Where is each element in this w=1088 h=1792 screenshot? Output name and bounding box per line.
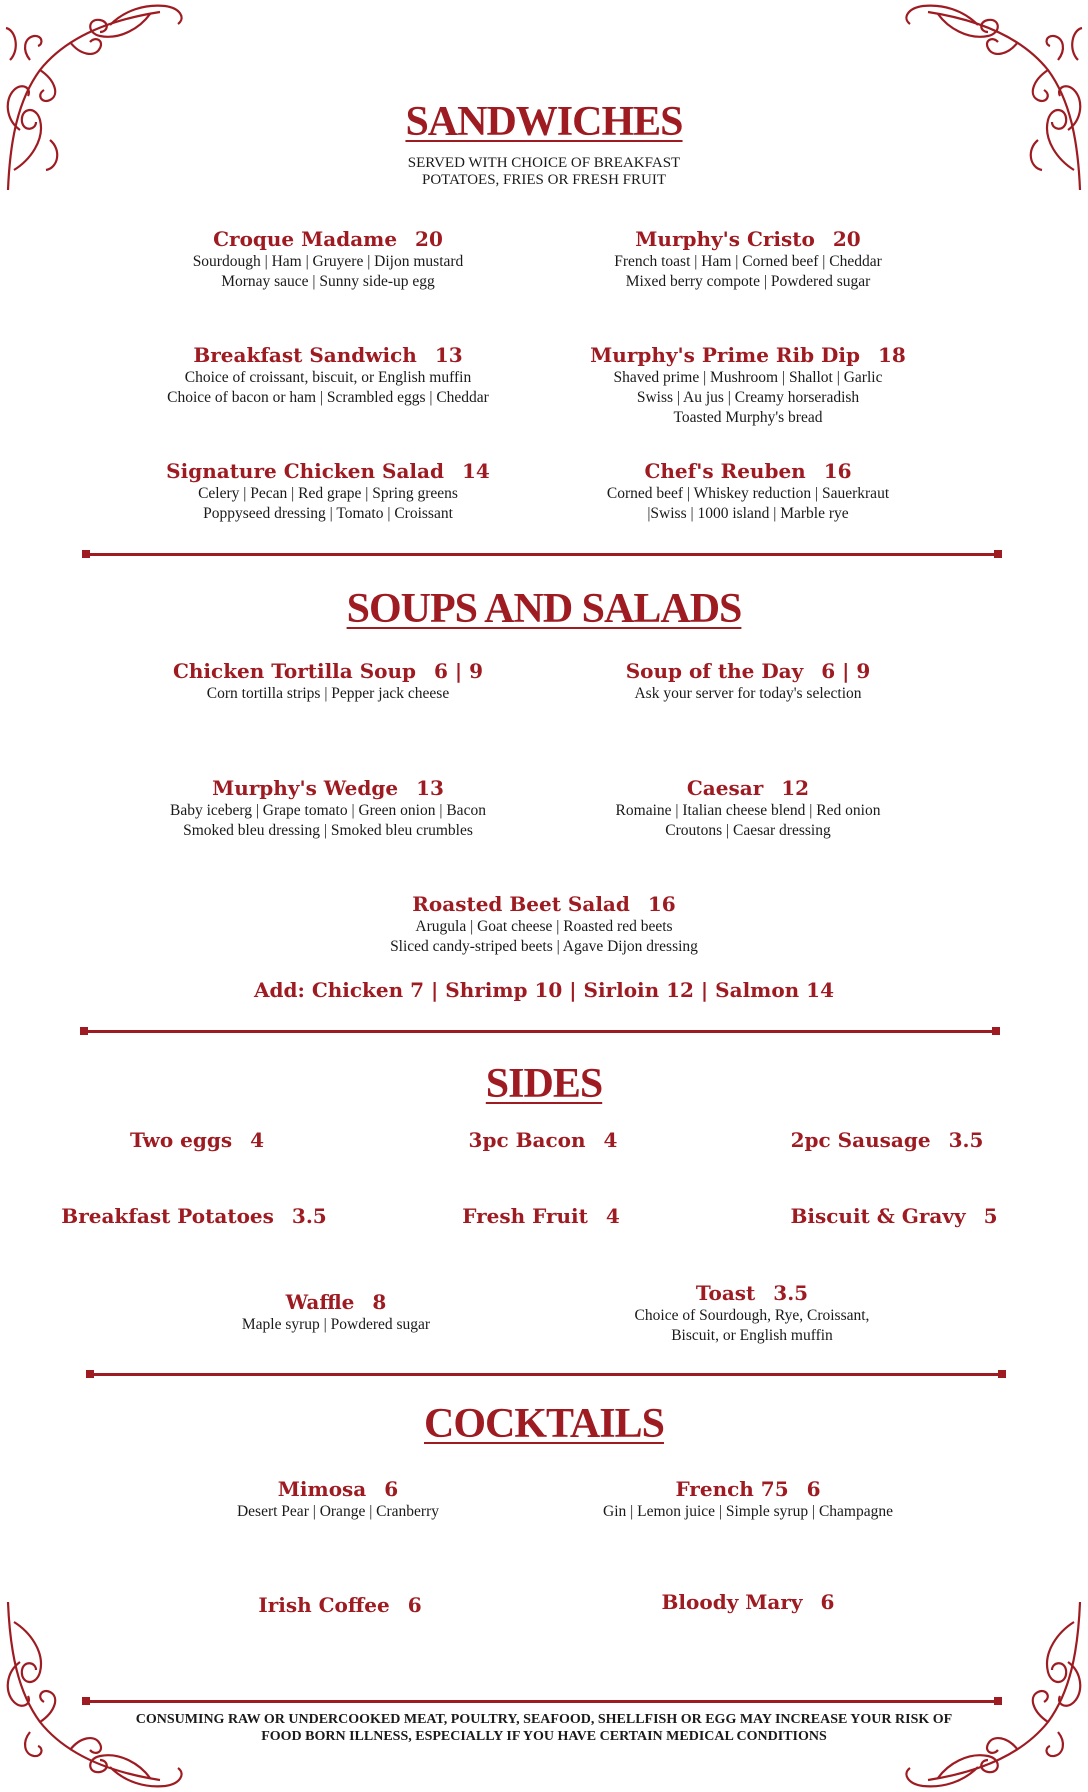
item-price: 6 [820, 1590, 835, 1614]
menu-item [391, 1203, 691, 1229]
item-name: Chef's Reuben [644, 459, 806, 483]
menu-item [744, 1203, 1044, 1229]
food-safety-disclaimer [60, 1711, 1028, 1745]
item-name: Toast [695, 1281, 756, 1305]
item-description: Swiss | Au jus | Creamy horseradish [636, 389, 860, 406]
section-title-sides: SIDES [485, 1061, 603, 1107]
subtitle-line: POTATOES, FRIES OR FRESH FRUIT [422, 172, 666, 188]
section-divider [90, 1373, 1002, 1376]
item-description: Romaine | Italian cheese blend | Red onion [615, 802, 881, 819]
disclaimer-line: FOOD BORN ILLNESS, ESPECIALLY IF YOU HAVE CERTAIN MEDICAL CONDITIONS [261, 1729, 827, 1744]
subtitle-line: SERVED WITH CHOICE OF BREAKFAST [407, 155, 681, 171]
item-description: Toasted Murphy's bread [673, 409, 823, 426]
item-price: 6 [806, 1477, 821, 1501]
item-description: Choice of Sourdough, Rye, Croissant, [634, 1307, 870, 1324]
item-price: 6 | 9 [821, 659, 871, 683]
sandwiches-subtitle [0, 155, 1088, 189]
item-description: Poppyseed dressing | Tomato | Croissant [203, 505, 453, 522]
menu-item [128, 775, 528, 841]
menu-item [548, 458, 948, 524]
item-name: Waffle [285, 1290, 355, 1314]
item-name: Murphy's Prime Rib Dip [590, 343, 860, 367]
menu-item [393, 1127, 693, 1153]
item-name: Murphy's Cristo [635, 227, 815, 251]
item-description: Mixed berry compote | Powdered sugar [625, 273, 871, 290]
item-description: Baby iceberg | Grape tomato | Green onion | Bacon [170, 802, 486, 819]
item-price: 3.5 [291, 1204, 327, 1228]
item-price: 13 [434, 343, 463, 367]
item-price: 20 [832, 227, 861, 251]
menu-item [128, 226, 528, 292]
menu-item [344, 891, 744, 957]
menu-item [44, 1203, 344, 1229]
item-name: 3pc Bacon [468, 1128, 586, 1152]
item-name: Roasted Beet Salad [412, 892, 630, 916]
item-description: Corn tortilla strips | Pepper jack cheese [206, 685, 450, 702]
section-divider [86, 1700, 998, 1703]
item-description: Smoked bleu dressing | Smoked bleu crumbles [183, 822, 473, 839]
item-name: Bloody Mary [661, 1590, 803, 1614]
item-name: Mimosa [277, 1477, 367, 1501]
item-price: 18 [877, 343, 906, 367]
menu-item [548, 1476, 948, 1522]
item-price: 6 [384, 1477, 399, 1501]
item-name: Murphy's Wedge [212, 776, 399, 800]
item-name: Fresh Fruit [462, 1204, 588, 1228]
menu-item [552, 1280, 952, 1346]
ornamental-flourish-icon [888, 1592, 1088, 1792]
item-name: Two eggs [129, 1128, 233, 1152]
salad-addons: Add: Chicken 7 | Shrimp 10 | Sirloin 12 | Salmon 14 [253, 978, 835, 1002]
item-description: French toast | Ham | Corned beef | Cheddar [614, 253, 882, 270]
ornamental-flourish-icon [0, 1592, 200, 1792]
section-divider [84, 1030, 996, 1033]
item-price: 8 [372, 1290, 387, 1314]
menu-item [128, 658, 528, 704]
menu-item [548, 342, 948, 428]
item-description: Shaved prime | Mushroom | Shallot | Garlic [613, 369, 883, 386]
section-title-cocktails: COCKTAILS [424, 1401, 664, 1447]
item-name: Caesar [686, 776, 764, 800]
item-price: 6 | 9 [434, 659, 484, 683]
menu-item [737, 1127, 1037, 1153]
menu-item [128, 342, 528, 408]
item-name: Breakfast Potatoes [61, 1204, 274, 1228]
item-name: Biscuit & Gravy [790, 1204, 966, 1228]
item-price: 16 [647, 892, 676, 916]
item-price: 13 [416, 776, 444, 800]
menu-item [548, 1589, 948, 1615]
menu-item [548, 775, 948, 841]
item-description: |Swiss | 1000 island | Marble rye [647, 505, 849, 522]
item-price: 14 [461, 459, 490, 483]
item-name: French 75 [675, 1477, 789, 1501]
item-price: 3.5 [773, 1281, 809, 1305]
section-divider [86, 553, 998, 556]
disclaimer-line: CONSUMING RAW OR UNDERCOOKED MEAT, POULTRY, SEAFOOD, SHELLFISH OR EGG MAY INCREASE YOUR RISK OF [135, 1712, 953, 1727]
item-price: 4 [605, 1204, 620, 1228]
item-price: 20 [415, 227, 443, 251]
item-price: 4 [603, 1128, 618, 1152]
item-name: Soup of the Day [625, 659, 804, 683]
menu-item [128, 458, 528, 524]
section-title-soups: SOUPS AND SALADS [346, 586, 742, 632]
item-price: 6 [407, 1593, 422, 1617]
item-description: Sourdough | Ham | Gruyere | Dijon mustard [192, 253, 464, 270]
item-name: Croque Madame [213, 227, 398, 251]
item-description: Arugula | Goat cheese | Roasted red beets [415, 918, 673, 935]
item-name: Breakfast Sandwich [193, 343, 417, 367]
menu-item [136, 1289, 536, 1335]
item-price: 4 [250, 1128, 265, 1152]
item-price: 5 [983, 1204, 998, 1228]
item-description: Choice of bacon or ham | Scrambled eggs | Cheddar [167, 389, 489, 406]
item-description: Corned beef | Whiskey reduction | Sauerkraut [606, 485, 890, 502]
item-description: Biscuit, or English muffin [671, 1327, 833, 1344]
item-name: Signature Chicken Salad [166, 459, 444, 483]
menu-item [138, 1476, 538, 1522]
menu-item [47, 1127, 347, 1153]
menu-item [548, 658, 948, 704]
item-description: Mornay sauce | Sunny side-up egg [221, 273, 435, 290]
item-description: Desert Pear | Orange | Cranberry [236, 1503, 440, 1520]
item-description: Celery | Pecan | Red grape | Spring greens [198, 485, 458, 502]
menu-item [140, 1592, 540, 1618]
menu-item [548, 226, 948, 292]
item-name: Irish Coffee [258, 1593, 390, 1617]
item-description: Choice of croissant, biscuit, or English muffin [184, 369, 472, 386]
item-description: Sliced candy-striped beets | Agave Dijon dressing [390, 938, 698, 955]
item-price: 3.5 [948, 1128, 984, 1152]
item-name: 2pc Sausage [790, 1128, 931, 1152]
section-title-sandwiches: SANDWICHES [405, 99, 683, 145]
item-description: Maple syrup | Powdered sugar [241, 1316, 431, 1333]
item-price: 12 [781, 776, 810, 800]
item-price: 16 [823, 459, 852, 483]
item-description: Gin | Lemon juice | Simple syrup | Champagne [603, 1503, 893, 1520]
item-name: Chicken Tortilla Soup [172, 659, 416, 683]
item-description: Croutons | Caesar dressing [665, 822, 831, 839]
item-description: Ask your server for today's selection [634, 685, 862, 702]
